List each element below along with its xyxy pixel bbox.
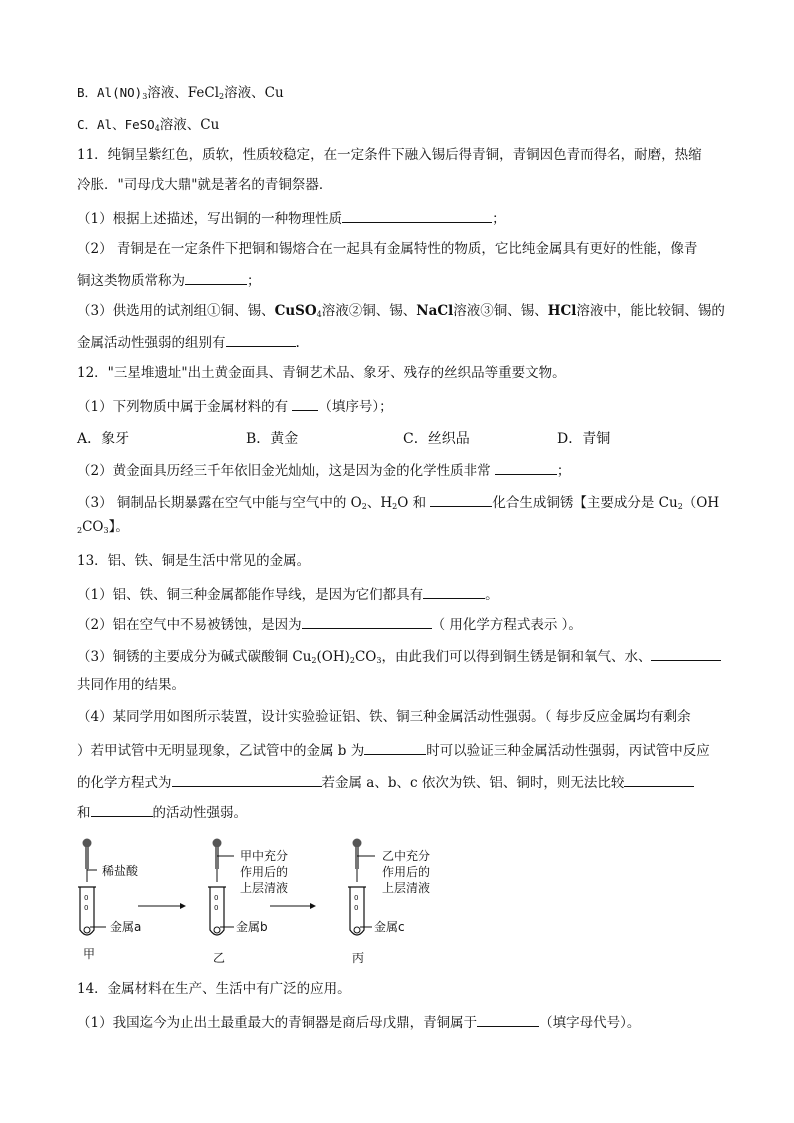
answer-blank[interactable] — [185, 270, 247, 285]
reagent-label-3a: 乙中充分 — [382, 849, 431, 863]
q12-part1: （1）下列物质中属于金属材料的有 （填序号）； — [77, 396, 393, 416]
q13-part4-line4: 和 的活动性强弱。 — [77, 802, 247, 822]
svg-text:0: 0 — [354, 904, 359, 912]
q12-part3-line1: （3） 铜制品长期暴露在空气中能与空气中的 $O_2$、$H_2O$ 和 化合生成铜锈【主要成分是 $Cu_2(OH$ — [77, 492, 719, 516]
choice-d: D．青铜 — [557, 431, 611, 447]
svg-text:0: 0 — [84, 894, 89, 902]
q14-part1: （1）我国迄今为止出土最重最大的青铜器是商后母戊鼎，青铜属于 （填字母代号）。 — [77, 1012, 640, 1032]
test-tube-1 — [78, 887, 106, 935]
q13-part4-line2: ）若甲试管中无明显现象，乙试管中的金属 b 为 时可以验证三种金属活动性强弱，丙试管中反应 — [77, 740, 710, 760]
q11-part3-line1: （3）供选用的试剂组①铜、锡、CuSO$_4$溶液②铜、锡、NaCl溶液③铜、锡、HCl溶液中，能比较铜、锡的 — [77, 303, 725, 319]
reagent-label-1: 稀盐酸 — [102, 864, 139, 878]
q11-stem-line1: 11．纯铜呈紫红色，质软，性质较稳定，在一定条件下融入锡后得青铜，青铜因色青而得名，耐磨，热缩 — [77, 147, 702, 163]
metal-label-b: 金属b — [236, 920, 268, 934]
answer-blank[interactable] — [651, 646, 721, 661]
q11-stem-line2: 冷胀．"司母戊大鼎"就是著名的青铜祭器． — [77, 177, 333, 193]
q11-part1: （1）根据上述描述，写出铜的一种物理性质 ； — [77, 208, 506, 228]
dropper-2 — [213, 839, 235, 883]
q14-stem: 14．金属材料在生产、生活中有广泛的应用。 — [77, 981, 351, 997]
q11-part2-line2: 铜这类物质常称为 ； — [77, 270, 261, 290]
dropper-1 — [83, 839, 98, 883]
reagent-label-2a: 甲中充分 — [240, 849, 289, 863]
dropper-3 — [353, 839, 376, 883]
answer-blank[interactable] — [477, 1012, 539, 1027]
option-b-line: B．$Al(NO)_3$溶液、FeCl$_2$溶液、Cu — [77, 85, 284, 101]
arrow-2 — [270, 903, 316, 909]
answer-blank[interactable] — [430, 492, 492, 507]
q13-stem: 13．铝、铁、铜是生活中常见的金属。 — [77, 553, 311, 569]
answer-blank[interactable] — [423, 584, 485, 599]
reagent-label-2b: 作用后的 — [240, 865, 289, 879]
q12-stem: 12．"三星堆遗址"出土黄金面具、青铜艺术品、象牙、残存的丝织品等重要文物。 — [77, 365, 566, 381]
choice-b: B．黄金 — [246, 431, 299, 447]
tube-label-yi: 乙 — [213, 951, 226, 965]
answer-blank[interactable] — [302, 614, 432, 629]
reagent-label-3c: 上层清液 — [382, 881, 431, 895]
experiment-figure — [70, 830, 470, 972]
answer-blank[interactable] — [91, 802, 153, 817]
svg-text:0: 0 — [214, 894, 219, 902]
q13-part3-line2: 共同作用的结果。 — [77, 677, 185, 693]
svg-text:0: 0 — [84, 904, 89, 912]
tube-label-bing: 丙 — [352, 951, 365, 965]
answer-blank[interactable] — [172, 772, 322, 787]
arrow-1 — [138, 903, 186, 909]
choice-a: A．象牙 — [77, 431, 130, 447]
q12-part2: （2）黄金面具历经三千年依旧金光灿灿，这是因为金的化学性质非常 ； — [77, 460, 570, 480]
tube-label-jia: 甲 — [83, 947, 96, 961]
metal-label-a: 金属a — [110, 920, 142, 934]
metal-label-c: 金属c — [374, 920, 405, 934]
q13-part3-line1: （3）铜锈的主要成分为碱式碳酸铜 $Cu_2(OH)_2CO_3$，由此我们可以得到铜生锈是铜和氧气、水、 — [77, 646, 721, 670]
q12-part3-line2: $_2CO_3$】。 — [77, 519, 129, 535]
test-tube-2 — [208, 887, 234, 935]
answer-blank[interactable] — [292, 396, 318, 411]
q13-part4-line3: 的化学方程式为 若金属 a、b、c 依次为铁、铝、铜时，则无法比较 — [77, 772, 694, 792]
test-tube-3 — [348, 887, 372, 935]
answer-blank[interactable] — [342, 208, 492, 223]
q13-part4-line1: （4）某同学用如图所示装置，设计实验验证铝、铁、铜三种金属活动性强弱。（ 每步反应金属均有剩余 — [77, 709, 691, 725]
q13-part2: （2）铝在空气中不易被锈蚀，是因为 （ 用化学方程式表示 ）。 — [77, 614, 582, 634]
answer-blank[interactable] — [495, 460, 557, 475]
reagent-label-3b: 作用后的 — [382, 865, 431, 879]
svg-text:0: 0 — [214, 904, 219, 912]
answer-blank[interactable] — [226, 332, 296, 347]
q11-part3-line2: 金属活动性强弱的组别有 . — [77, 332, 300, 352]
q13-part1: （1）铝、铁、铜三种金属都能作导线，是因为它们都具有 。 — [77, 584, 499, 604]
q11-part2-line1: （2） 青铜是在一定条件下把铜和锡熔合在一起具有金属特性的物质，它比纯金属具有更好的性能，像青 — [77, 241, 698, 257]
choice-c: C．丝织品 — [403, 431, 470, 447]
option-c-line: C．Al、FeSO$_4$溶液、Cu — [77, 117, 220, 133]
answer-blank[interactable] — [624, 772, 694, 787]
answer-blank[interactable] — [364, 740, 426, 755]
reagent-label-2c: 上层清液 — [240, 881, 289, 895]
svg-text:0: 0 — [354, 894, 359, 902]
